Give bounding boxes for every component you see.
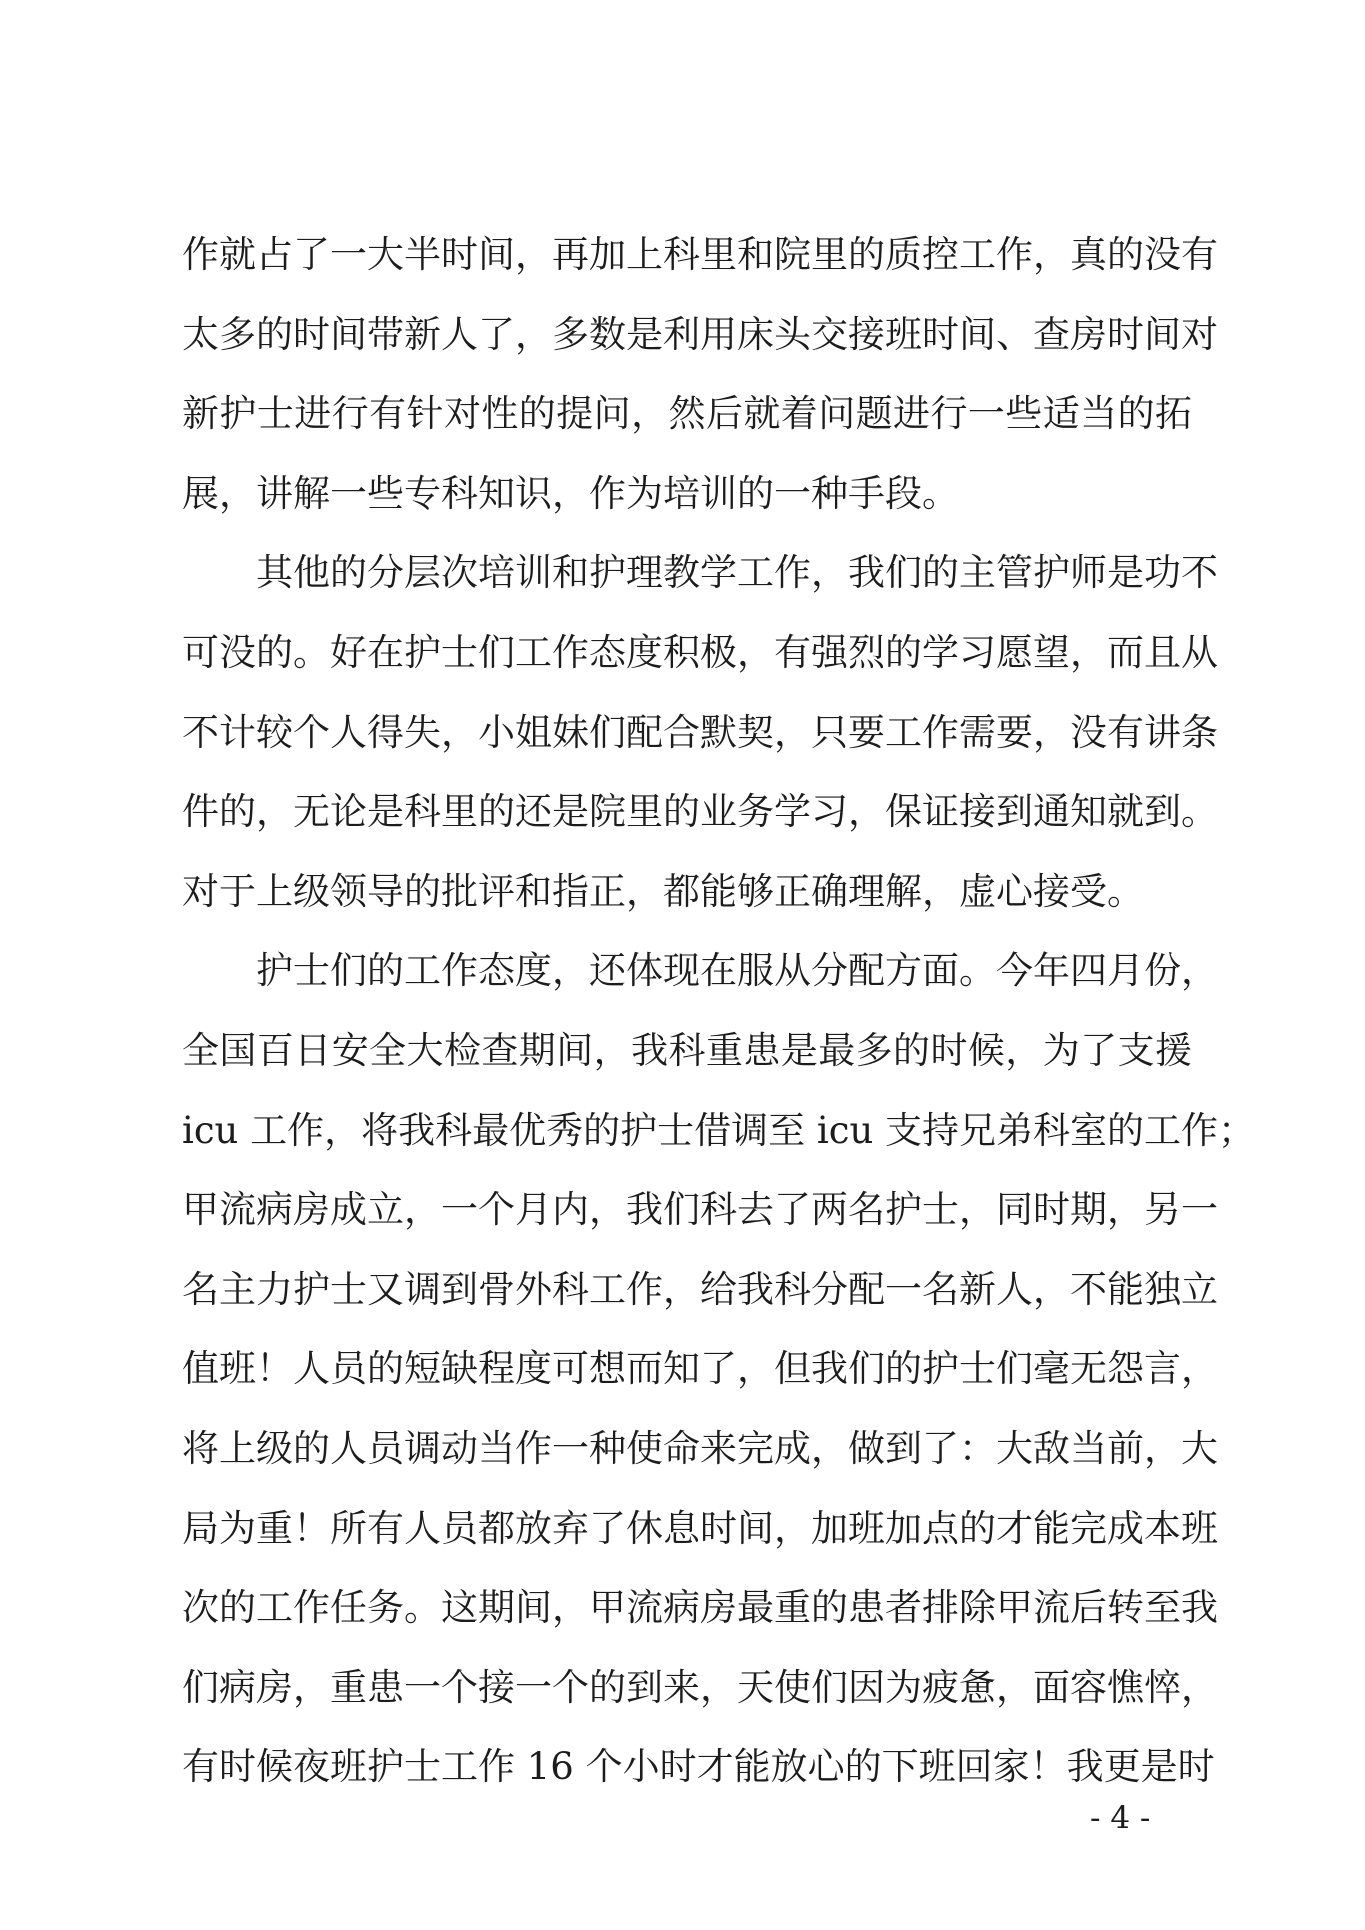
text-line: icu 工作，将我科最优秀的护士借调至 icu 支持兄弟科室的工作； xyxy=(182,1108,1256,1152)
text-line: 作就占了一大半时间，再加上科里和院里的质控工作，真的没有 xyxy=(182,233,1218,276)
text-line: 护士们的工作态度，还体现在服从分配方面。今年四月份， xyxy=(256,949,1218,993)
page-number: - 4 - xyxy=(1090,1800,1151,1836)
text-line: 值班！人员的短缺程度可想而知了，但我们的护士们毫无怨言， xyxy=(182,1347,1218,1391)
text-line: 将上级的人员调动当作一种使命来完成，做到了：大敌当前，大 xyxy=(182,1426,1218,1470)
text-line: 局为重！所有人员都放弃了休息时间，加班加点的才能完成本班 xyxy=(182,1506,1218,1550)
text-line: 展，讲解一些专科知识，作为培训的一种手段。 xyxy=(182,471,959,515)
text-line: 次的工作任务。这期间，甲流病房最重的患者排除甲流后转至我 xyxy=(182,1586,1218,1630)
text-line: 太多的时间带新人了，多数是利用床头交接班时间、查房时间对 xyxy=(182,312,1218,356)
text-line: 甲流病房成立，一个月内，我们科去了两名护士，同时期，另一 xyxy=(182,1188,1218,1232)
text-line: 名主力护士又调到骨外科工作，给我科分配一名新人，不能独立 xyxy=(182,1267,1218,1311)
text-line: 们病房，重患一个接一个的到来，天使们因为疲惫，面容憔悴， xyxy=(182,1665,1218,1709)
text-line: 新护士进行有针对性的提问，然后就着问题进行一些适当的拓 xyxy=(182,392,1192,436)
body-text xyxy=(182,215,1256,1807)
text-line: 不计较个人得失，小姐妹们配合默契，只要工作需要，没有讲条 xyxy=(182,710,1218,754)
text-line: 可没的。好在护士们工作态度积极，有强烈的学习愿望，而且从 xyxy=(182,630,1218,674)
text-line: 对于上级领导的批评和指正，都能够正确理解，虚心接受。 xyxy=(182,869,1144,913)
text-line: 其他的分层次培训和护理教学工作，我们的主管护师是功不 xyxy=(256,551,1218,595)
text-line: 全国百日安全大检查期间，我科重患是最多的时候，为了支援 xyxy=(182,1028,1192,1072)
text-line: 有时候夜班护士工作 16 个小时才能放心的下班回家！我更是时 xyxy=(182,1745,1215,1789)
text-line: 件的，无论是科里的还是院里的业务学习，保证接到通知就到。 xyxy=(182,790,1218,834)
